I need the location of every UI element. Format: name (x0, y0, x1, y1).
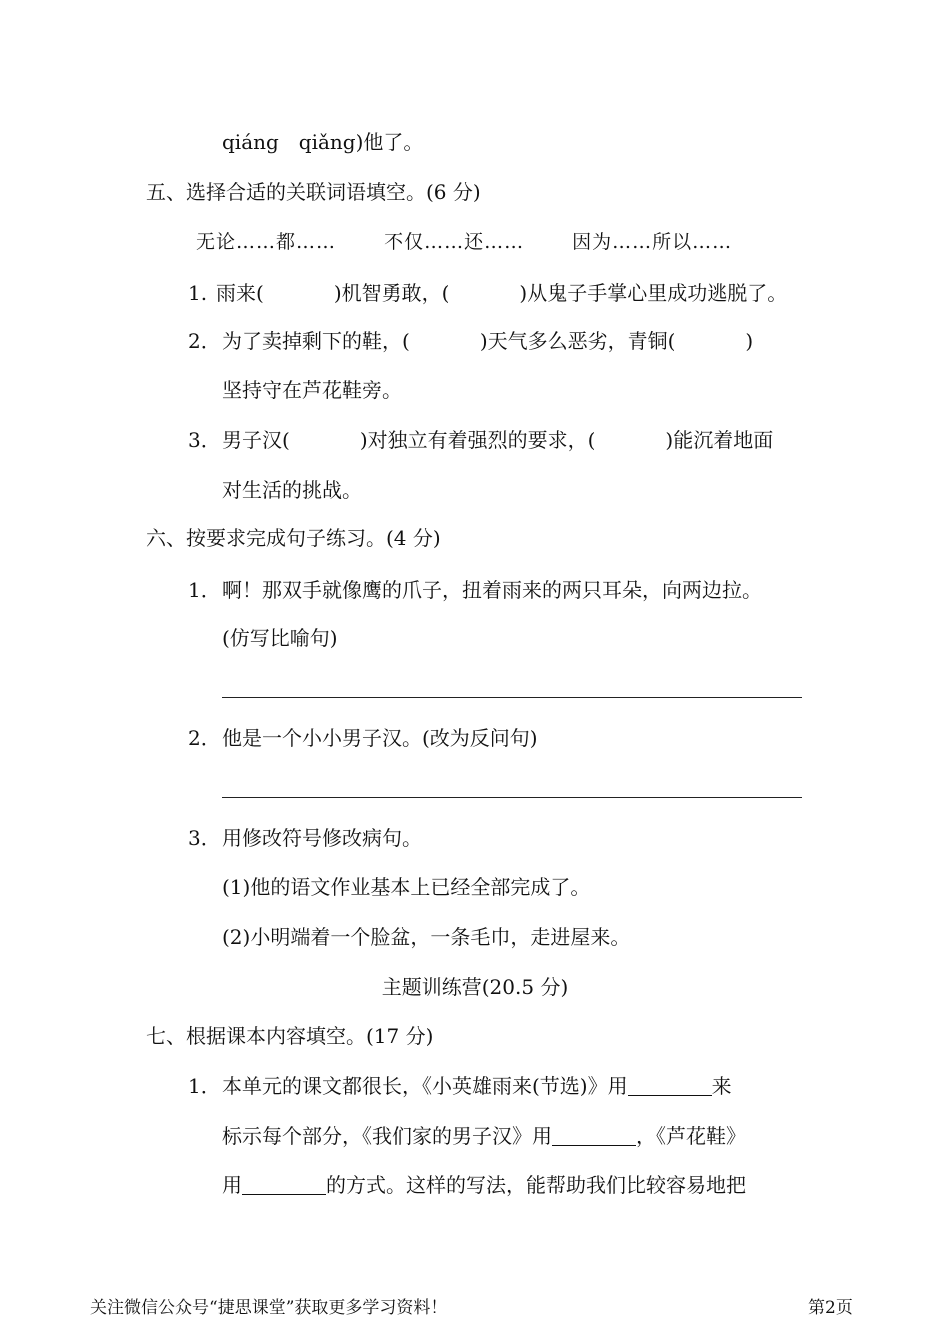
section-6-title: 六、按要求完成句子练习。(4 分) (146, 526, 441, 550)
q5-3-cont: 对生活的挑战。 (222, 478, 362, 502)
option-1: 无论……都…… (196, 231, 337, 253)
subtitle: 主题训练营(20.5 分) (381, 975, 569, 999)
conjunction-options (196, 228, 774, 256)
q5-2: 2．为了卖掉剩下的鞋，( )天气多么恶劣，青铜( ) (188, 329, 754, 353)
fill-blank[interactable] (242, 1174, 326, 1195)
option-2: 不仅……还…… (384, 231, 525, 253)
option-3: 因为……所以…… (572, 231, 733, 253)
q6-1: 1．啊！那双手就像鹰的爪子，扭着雨来的两只耳朵，向两边拉。 (188, 578, 762, 602)
q5-1: 1. 雨来( )机智勇敢，( )从鬼子手掌心里成功逃脱了。 (188, 281, 788, 305)
section-7-title: 七、根据课本内容填空。(17 分) (146, 1024, 434, 1048)
q6-2: 2．他是一个小小男子汉。(改为反问句) (188, 726, 538, 750)
q6-1-requirement: (仿写比喻句) (222, 626, 338, 650)
answer-line[interactable] (222, 797, 802, 798)
q6-3-sentence-1: (1)他的语文作业基本上已经全部完成了。 (222, 875, 591, 899)
page-number: 第2页 (808, 1298, 853, 1318)
q6-3-sentence-2: (2)小明端着一个脸盆，一条毛巾，走进屋来。 (222, 925, 631, 949)
fill-blank[interactable] (552, 1125, 636, 1146)
pinyin-line: qiáng qiǎng)他了。 (222, 130, 424, 154)
q7-1-line-1: 1．本单元的课文都很长，《小英雄雨来(节选)》用 来 (188, 1074, 732, 1098)
q6-3: 3．用修改符号修改病句。 (188, 826, 422, 850)
q5-3: 3．男子汉( )对独立有着强烈的要求，( )能沉着地面 (188, 428, 774, 452)
q5-2-cont: 坚持守在芦花鞋旁。 (222, 378, 402, 402)
footer-note: 关注微信公众号“捷思课堂”获取更多学习资料！ (90, 1298, 448, 1318)
answer-line[interactable] (222, 697, 802, 698)
q7-1-line-2: 标示每个部分，《我们家的男子汉》用 ，《芦花鞋》 (222, 1124, 746, 1148)
q7-1-line-3: 用 的方式。这样的写法，能帮助我们比较容易地把 (222, 1173, 746, 1197)
fill-blank[interactable] (628, 1075, 712, 1096)
section-5-title: 五、选择合适的关联词语填空。(6 分) (146, 180, 481, 204)
